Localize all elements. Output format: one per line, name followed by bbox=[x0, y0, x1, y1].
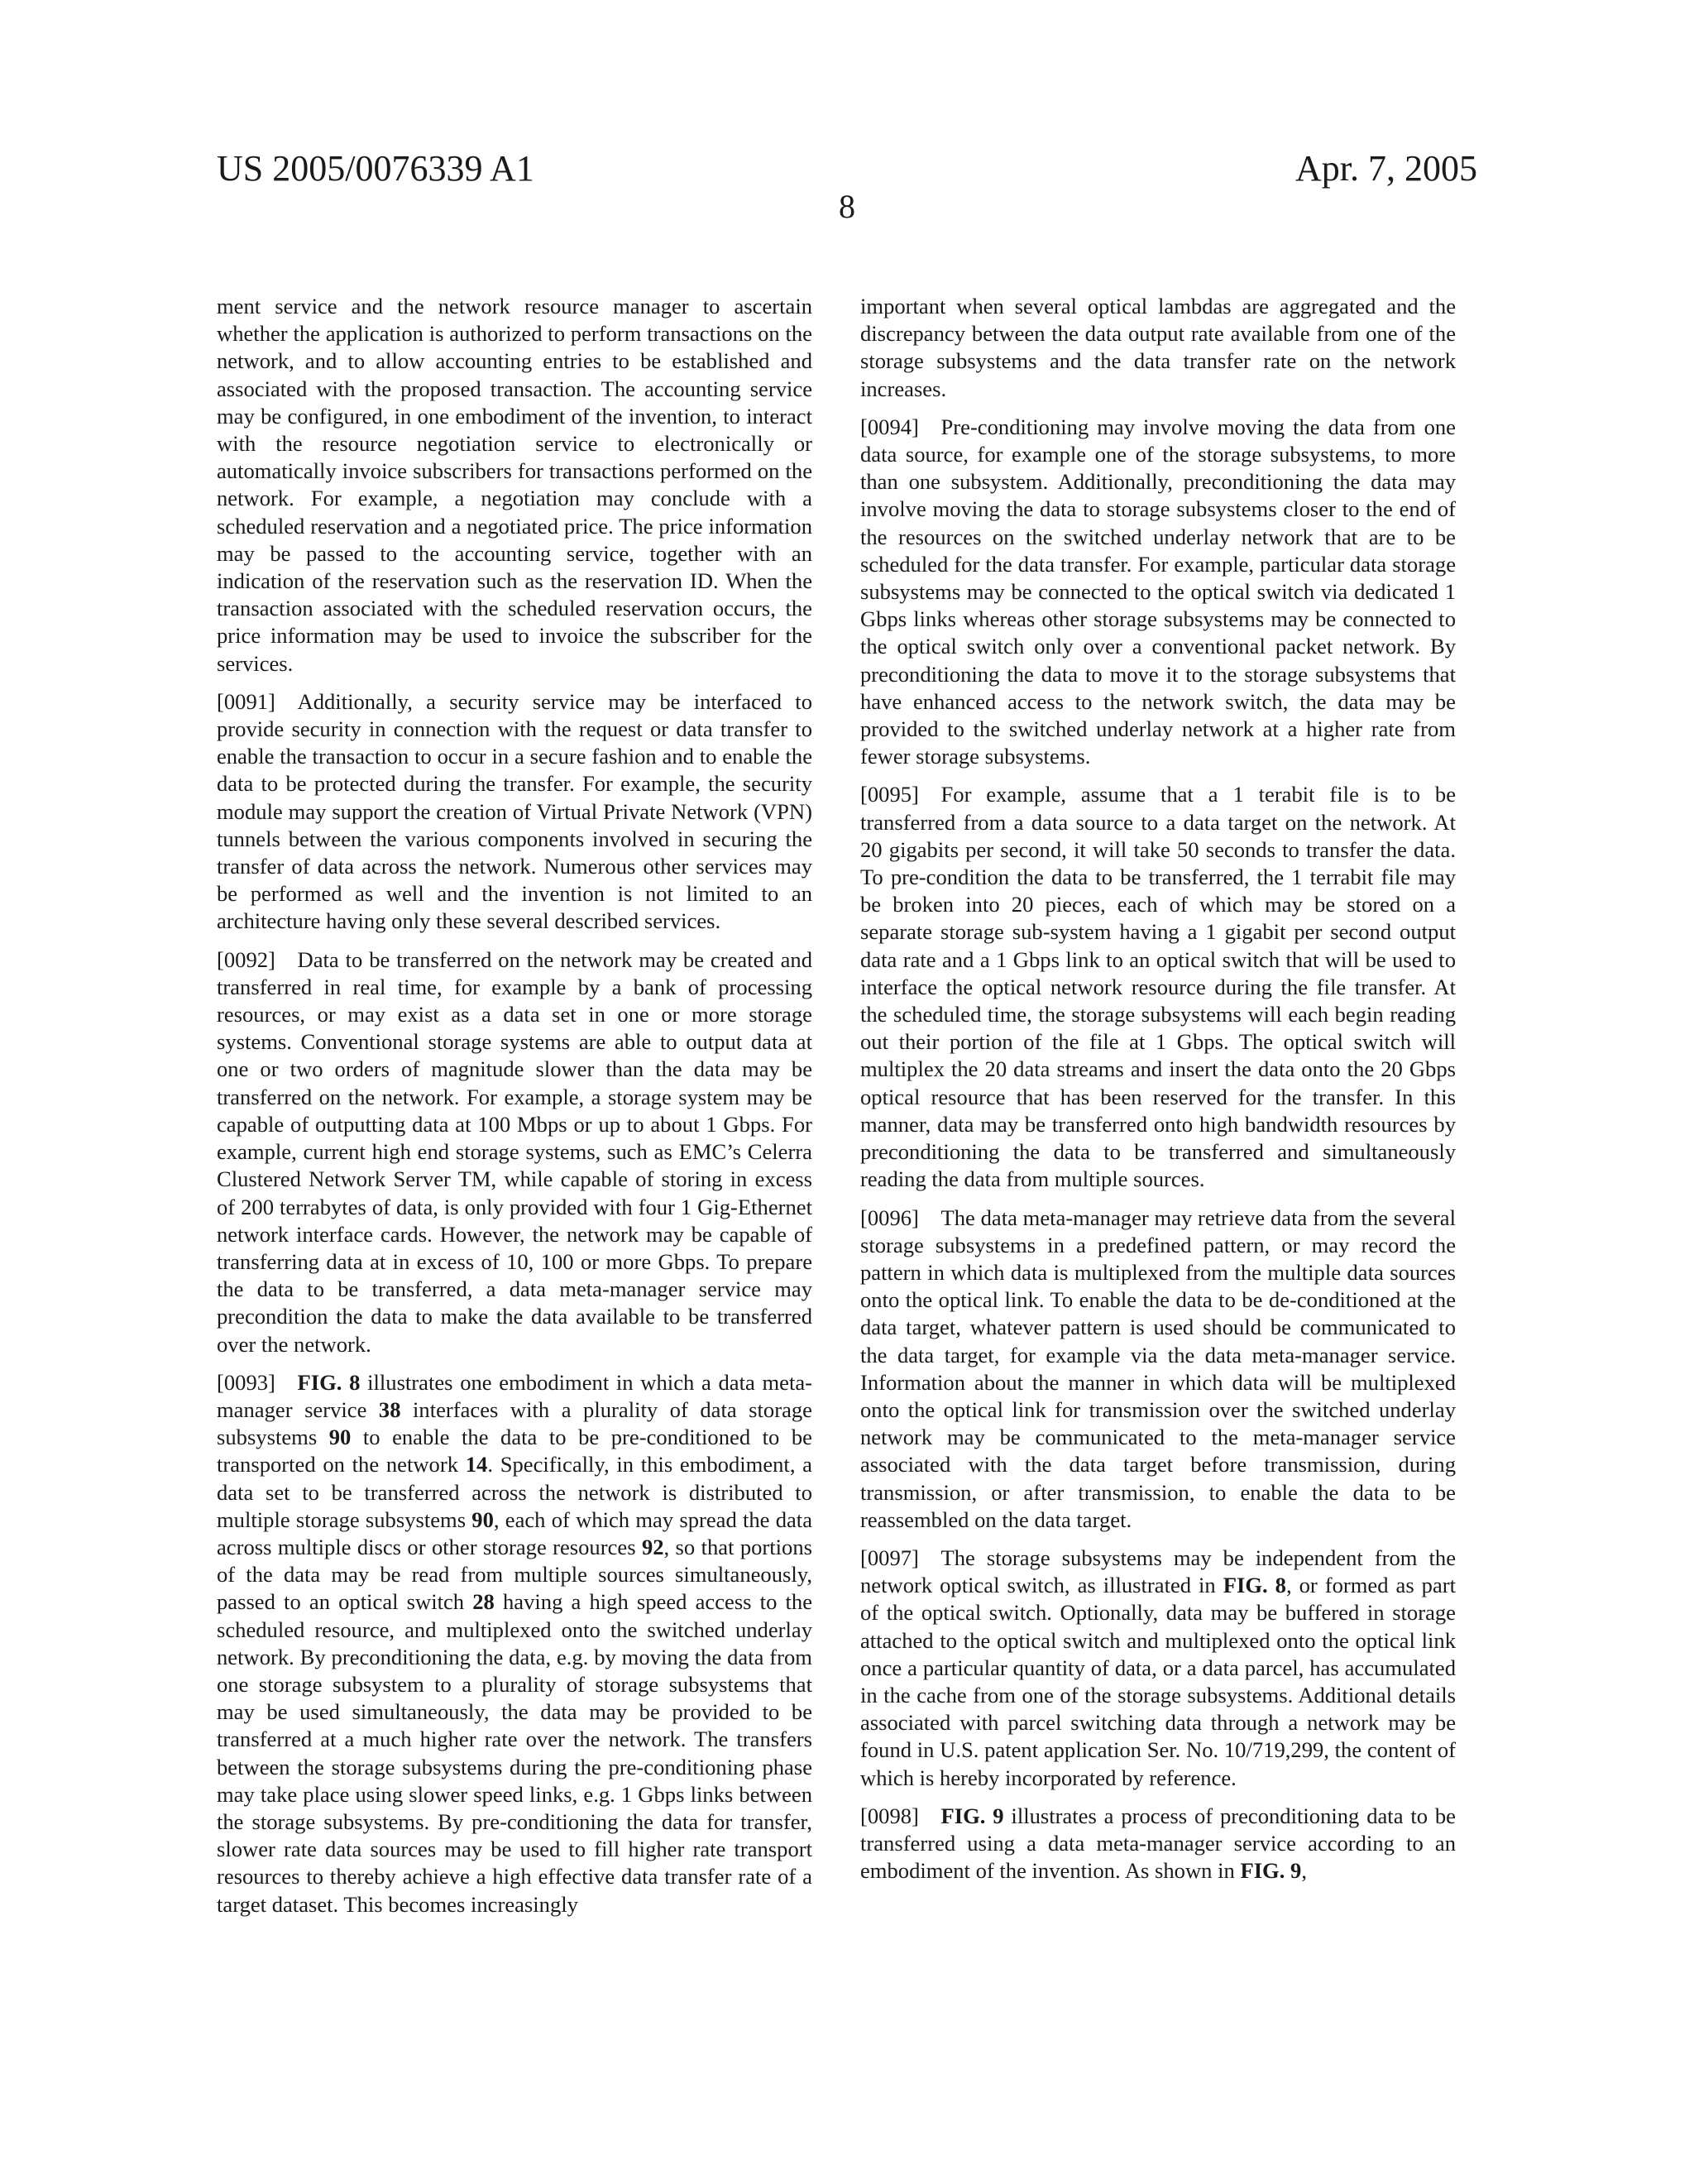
paragraph-0093 bbox=[217, 1369, 812, 1918]
paragraph-text: Pre-conditioning may involve moving the data from one data source, for example one of the storage subsystems, to more than one subsystem. Additionally, preconditioning the data may involve moving the data to storage subsystems closer to the end of the resources on the switched underlay network that are to be scheduled for the data transfer. For example, particular data storage subsystems may be connected to the optical switch via dedicated 1 Gbps links whereas other storage subsystems may be connected to the optical switch only over a conventional packet network. By preconditioning the data to move it to the storage subsystems that have enhanced access to the network switch, the data may be provided to the switched underlay network at a higher rate from fewer storage subsystems. bbox=[860, 414, 1456, 769]
page-number: 8 bbox=[839, 188, 855, 225]
paragraph-0092 bbox=[217, 946, 812, 1358]
paragraph-0095 bbox=[860, 781, 1456, 1193]
paragraph-number: [0091] bbox=[217, 688, 275, 714]
paragraph-text: The data meta-manager may retrieve data from the several storage subsystems in a predefined pattern, or may record the pattern in which data is multiplexed from the multiple data sources onto the optical link. To enable the data to be de-conditioned at the data target, whatever pattern is used should be communicated to the data target, for example via the data meta-manager service. Information about the manner in which data will be multiplexed onto the optical link for transmission over the switched underlay network may be communicated to the meta-manager service associated with the data target before transmission, during transmission, or after transmission, to enable the data to be reassembled on the data target. bbox=[860, 1205, 1456, 1532]
paragraph-number: [0096] bbox=[860, 1205, 919, 1230]
paragraph-text: For example, assume that a 1 terabit file is to be transferred from a data source to a data target on the network. At 20 gigabits per second, it will take 50 seconds to transfer the data. To pre-condition the data to be transferred, the 1 terrabit file may be broken into 20 pieces, each of which may be stored on a separate storage sub-system having a 1 gigabit per second output data rate and a 1 Gbps link to an optical switch that will be used to interface the optical network resource during the file transfer. At the scheduled time, the storage subsystems will each begin reading out their portion of the file at 1 Gbps. The optical switch will multiplex the 20 data streams and insert the data onto the 20 Gbps optical resource that has been reserved for the transfer. In this manner, data may be transferred onto high bandwidth resources by preconditioning the data to be transferred and simultaneously reading the data from multiple sources. bbox=[860, 782, 1456, 1192]
paragraph-text: ment service and the network resource manager to ascertain whether the application is authorized to perform transactions on the network, and to allow accounting entries to be established and associated with the proposed transaction. The accounting service may be configured, in one embodiment of the invention, to interact with the resource negotiation service to electronically or automatically invoice subscribers for transactions performed on the network. For example, a negotiation may conclude with a scheduled reservation and a negotiated price. The price information may be passed to the accounting service, together with an indication of the reservation such as the reservation ID. When the transaction associated with the scheduled reservation occurs, the price information may be used to invoice the subscriber for the services. bbox=[217, 294, 812, 676]
paragraph-number: [0092] bbox=[217, 946, 275, 972]
left-column bbox=[217, 293, 812, 1929]
paragraph-continuation bbox=[860, 293, 1456, 403]
paragraph-number: [0095] bbox=[860, 782, 919, 807]
paragraph-text: FIG. 9 illustrates a process of preconditioning data to be transferred using a data meta-manager service according to an embodiment of the invention. As shown in FIG. 9, bbox=[860, 1803, 1456, 1884]
paragraph-0094 bbox=[860, 414, 1456, 771]
publication-number: US 2005/0076339 A1 bbox=[217, 148, 534, 189]
paragraph-text: The storage subsystems may be independent from the network optical switch, as illustrated in FIG. 8, or formed as part of the optical switch. Optionally, data may be buffered in storage attached to the optical switch and multiplexed onto the optical link once a particular quantity of data, or a data parcel, has accumulated in the cache from one of the storage subsystems. Additional details associated with parcel switching data through a network may be found in U.S. patent application Ser. No. 10/719,299, the content of which is hereby incorporated by reference. bbox=[860, 1545, 1457, 1790]
paragraph-number: [0094] bbox=[860, 414, 919, 439]
paragraph-text: important when several optical lambdas are aggregated and the discrepancy between the data output rate available from one of the storage subsystems and the data transfer rate on the network increases. bbox=[860, 294, 1456, 401]
paragraph-0097 bbox=[860, 1545, 1456, 1792]
paragraph-number: [0098] bbox=[860, 1803, 919, 1828]
paragraph-0096 bbox=[860, 1205, 1456, 1534]
paragraph-number: [0093] bbox=[217, 1369, 275, 1395]
publication-date: Apr. 7, 2005 bbox=[1295, 148, 1477, 189]
paragraph-number: [0097] bbox=[860, 1545, 919, 1570]
paragraph-0098 bbox=[860, 1803, 1456, 1885]
paragraph-0091 bbox=[217, 688, 812, 936]
paragraph-text: FIG. 8 illustrates one embodiment in which a data meta-manager service 38 interfaces with a plurality of data storage subsystems 90 to enable the data to be pre-conditioned to be transported on the network 14. Specifically, in this embodiment, a data set to be transferred across the network is distributed to multiple storage subsystems 90, each of which may spread the data across multiple discs or other storage resources 92, so that portions of the data may be read from multiple sources simultaneously, passed to an optical switch 28 having a high speed access to the scheduled resource, and multiplexed onto the switched underlay network. By preconditioning the data, e.g. by moving the data from one storage subsystem to a plurality of storage subsystems that may be used simultaneously, the data may be provided to be transferred at a much higher rate over the network. The transfers between the storage subsystems during the pre-conditioning phase may take place using slower speed links, e.g. 1 Gbps links between the storage subsystems. By pre-conditioning the data for transfer, slower rate data sources may be used to fill higher rate transport resources to thereby achieve a high effective data transfer rate of a target dataset. This becomes increasingly bbox=[217, 1369, 813, 1917]
paragraph-text: Data to be transferred on the network may be created and transferred in real time, for example by a bank of processing resources, or may exist as a data set in one or more storage systems. Conventional storage systems are able to output data at one or two orders of magnitude slower than the data may be transferred on the network. For example, a storage system may be capable of outputting data at 100 Mbps or up to about 1 Gbps. For example, current high end storage systems, such as EMC’s Celerra Clustered Network Server TM, while capable of storing in excess of 200 terrabytes of data, is only provided with four 1 Gig-Ethernet network interface cards. However, the network may be capable of transferring data at in excess of 10, 100 or more Gbps. To prepare the data to be transferred, a data meta-manager service may precondition the data to make the data available to be transferred over the network. bbox=[217, 946, 812, 1357]
paragraph-text: Additionally, a security service may be interfaced to provide security in connection with the request or data transfer to enable the transaction to occur in a secure fashion and to enable the data to be protected during the transfer. For example, the security module may support the creation of Virtual Private Network (VPN) tunnels between the various components involved in securing the transfer of data across the network. Numerous other services may be performed as well and the invention is not limited to an architecture having only these several described services. bbox=[217, 688, 812, 934]
paragraph-continuation bbox=[217, 293, 812, 678]
right-column bbox=[860, 293, 1456, 1895]
